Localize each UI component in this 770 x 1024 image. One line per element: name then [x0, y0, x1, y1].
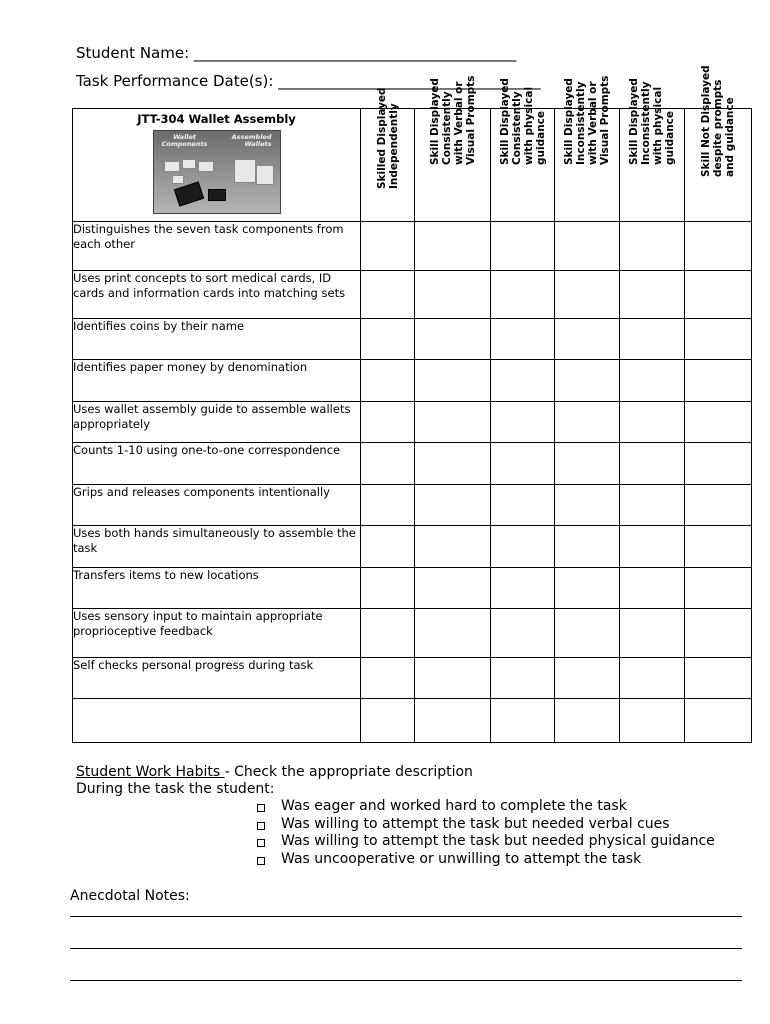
rating-cell[interactable] — [491, 609, 555, 658]
skill-description: Distinguishes the seven task components from each other — [73, 222, 361, 271]
skill-row — [73, 360, 752, 402]
rating-cell[interactable] — [361, 485, 415, 526]
rating-cell[interactable] — [491, 526, 555, 568]
rating-cell[interactable] — [685, 360, 752, 402]
habit-option-eager: Was eager and worked hard to complete the task — [257, 798, 715, 816]
skill-description: Uses both hands simultaneously to assemble the task — [73, 526, 361, 568]
rating-cell[interactable] — [555, 443, 620, 485]
rating-cell[interactable] — [620, 609, 685, 658]
rating-cell[interactable] — [415, 568, 491, 609]
rating-cell[interactable] — [361, 526, 415, 568]
skill-row — [73, 402, 752, 443]
notes-line[interactable] — [70, 916, 742, 917]
rating-cell[interactable] — [685, 526, 752, 568]
column-header-inconsistently-verbal: Skill Displayed Inconsistently with Verbal or Visual Prompts — [555, 109, 620, 222]
rating-cell[interactable] — [555, 319, 620, 360]
rating-cell[interactable] — [361, 699, 415, 743]
column-header-not-displayed: Skill Not Displayed despite prompts and guidance — [685, 109, 752, 222]
rating-cell[interactable] — [620, 360, 685, 402]
rating-cell[interactable] — [555, 271, 620, 319]
task-title: JTT-304 Wallet Assembly — [137, 112, 296, 126]
rating-cell[interactable] — [415, 485, 491, 526]
rating-cell[interactable] — [491, 319, 555, 360]
rating-cell[interactable] — [361, 360, 415, 402]
work-habits-heading: Student Work Habits — [76, 764, 225, 780]
rating-cell[interactable] — [415, 360, 491, 402]
anecdotal-notes-label: Anecdotal Notes: — [70, 888, 190, 904]
rating-cell[interactable] — [620, 402, 685, 443]
rating-cell[interactable] — [620, 319, 685, 360]
habit-checkbox[interactable] — [257, 839, 265, 847]
rating-cell[interactable] — [685, 609, 752, 658]
rating-cell[interactable] — [685, 568, 752, 609]
skill-row — [73, 609, 752, 658]
column-header-consistently-verbal: Skill Displayed Consistently with Verbal or Visual Prompts — [415, 109, 491, 222]
rating-cell[interactable] — [491, 699, 555, 743]
rating-cell[interactable] — [685, 402, 752, 443]
rating-cell[interactable] — [685, 699, 752, 743]
skill-row — [73, 526, 752, 568]
rating-cell[interactable] — [685, 443, 752, 485]
skill-row — [73, 658, 752, 699]
rating-cell[interactable] — [491, 485, 555, 526]
notes-line[interactable] — [70, 948, 742, 949]
rating-cell[interactable] — [361, 658, 415, 699]
rating-cell[interactable] — [620, 568, 685, 609]
rating-cell[interactable] — [415, 402, 491, 443]
work-habits-instruction: - Check the appropriate description — [224, 764, 473, 780]
work-habits-options — [257, 798, 715, 868]
skill-row — [73, 271, 752, 319]
rating-cell[interactable] — [555, 699, 620, 743]
rating-cell[interactable] — [361, 319, 415, 360]
habit-option-verbal-cues: Was willing to attempt the task but needed verbal cues — [257, 816, 715, 834]
rating-cell[interactable] — [415, 319, 491, 360]
rating-cell[interactable] — [415, 526, 491, 568]
skill-description: Self checks personal progress during task — [73, 658, 361, 699]
rating-cell[interactable] — [491, 222, 555, 271]
skill-description: Uses print concepts to sort medical cards, ID cards and information cards into matching sets — [73, 271, 361, 319]
rating-cell[interactable] — [415, 609, 491, 658]
rating-cell[interactable] — [685, 319, 752, 360]
rating-cell[interactable] — [361, 609, 415, 658]
rating-cell[interactable] — [620, 699, 685, 743]
work-habits-section — [76, 764, 473, 798]
wallet-components-photo — [153, 130, 281, 214]
skill-description: Grips and releases components intentionally — [73, 485, 361, 526]
rating-cell[interactable] — [415, 271, 491, 319]
rating-cell[interactable] — [685, 658, 752, 699]
rating-cell[interactable] — [491, 360, 555, 402]
rating-cell[interactable] — [491, 658, 555, 699]
habit-option-physical-guidance: Was willing to attempt the task but needed physical guidance — [257, 833, 715, 851]
rating-cell[interactable] — [555, 360, 620, 402]
task-title-cell — [73, 109, 361, 222]
photo-label-assembled: Assembled Wallets — [231, 133, 272, 148]
rating-cell[interactable] — [415, 443, 491, 485]
rating-cell[interactable] — [415, 658, 491, 699]
rating-cell[interactable] — [620, 271, 685, 319]
rating-cell[interactable] — [415, 222, 491, 271]
rating-cell[interactable] — [555, 609, 620, 658]
skill-description: Transfers items to new locations — [73, 568, 361, 609]
photo-label-components: Wallet Components — [161, 133, 208, 148]
rating-cell[interactable] — [620, 222, 685, 271]
rating-cell[interactable] — [620, 658, 685, 699]
skill-row — [73, 568, 752, 609]
habit-checkbox[interactable] — [257, 804, 265, 812]
rating-cell[interactable] — [555, 402, 620, 443]
skill-row — [73, 485, 752, 526]
rating-cell[interactable] — [361, 402, 415, 443]
skill-row — [73, 319, 752, 360]
rating-cell[interactable] — [685, 271, 752, 319]
column-header-consistently-physical: Skill Displayed Consistently with physical guidance — [491, 109, 555, 222]
notes-line[interactable] — [70, 980, 742, 981]
skill-description: Uses wallet assembly guide to assemble wallets appropriately — [73, 402, 361, 443]
rating-cell[interactable] — [361, 271, 415, 319]
rating-cell[interactable] — [555, 568, 620, 609]
skill-description: Identifies paper money by denomination — [73, 360, 361, 402]
rating-cell[interactable] — [491, 443, 555, 485]
rating-cell[interactable] — [555, 526, 620, 568]
skill-row — [73, 443, 752, 485]
skill-row — [73, 699, 752, 743]
skill-row — [73, 222, 752, 271]
rating-cell[interactable] — [620, 526, 685, 568]
rating-cell[interactable] — [555, 658, 620, 699]
habit-checkbox[interactable] — [257, 822, 265, 830]
task-date-field[interactable]: Task Performance Date(s): ___________________________________ — [76, 72, 541, 90]
rating-cell[interactable] — [491, 402, 555, 443]
rating-cell[interactable] — [361, 222, 415, 271]
habit-checkbox[interactable] — [257, 857, 265, 865]
rating-cell[interactable] — [491, 568, 555, 609]
column-header-independently: Skilled Displayed Independently — [361, 109, 415, 222]
skill-description — [73, 699, 361, 743]
rating-cell[interactable] — [620, 443, 685, 485]
rating-cell[interactable] — [685, 222, 752, 271]
rating-cell[interactable] — [361, 568, 415, 609]
rating-cell[interactable] — [415, 699, 491, 743]
rating-cell[interactable] — [491, 271, 555, 319]
skill-description: Identifies coins by their name — [73, 319, 361, 360]
work-habits-intro: During the task the student: — [76, 781, 275, 797]
column-header-inconsistently-physical: Skill Displayed Inconsistently with physical guidance — [620, 109, 685, 222]
habit-option-uncooperative: Was uncooperative or unwilling to attempt the task — [257, 851, 715, 869]
skill-description: Counts 1-10 using one-to-one correspondence — [73, 443, 361, 485]
skill-description: Uses sensory input to maintain appropriate proprioceptive feedback — [73, 609, 361, 658]
rating-cell[interactable] — [555, 222, 620, 271]
rating-cell[interactable] — [620, 485, 685, 526]
student-name-field[interactable]: Student Name: ___________________________________________ — [76, 44, 517, 62]
rating-cell[interactable] — [685, 485, 752, 526]
rating-cell[interactable] — [361, 443, 415, 485]
rating-cell[interactable] — [555, 485, 620, 526]
